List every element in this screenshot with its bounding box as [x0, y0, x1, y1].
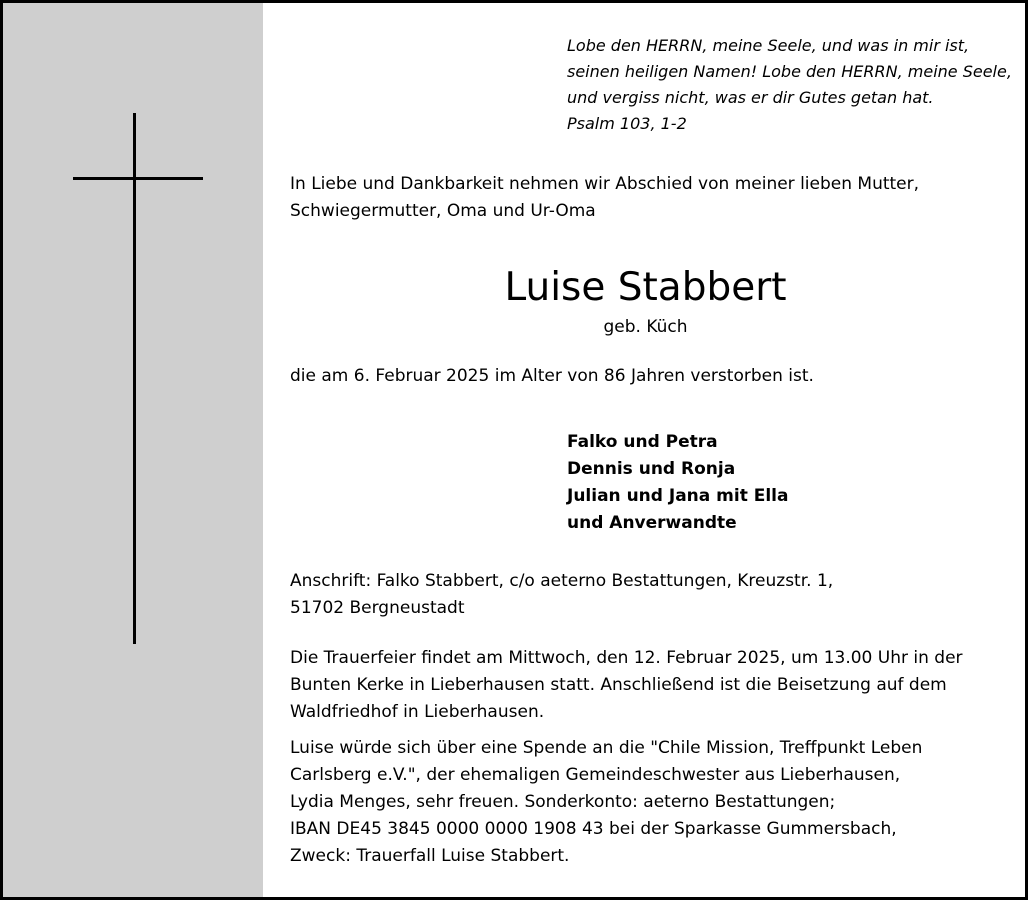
deceased-name: Luise Stabbert [504, 265, 787, 310]
donation-info [290, 735, 922, 870]
cross-icon-bar [73, 177, 203, 180]
intro-text [290, 171, 919, 225]
sidebar-panel [3, 3, 263, 900]
address-block [290, 568, 833, 622]
family-signatures [567, 429, 788, 537]
intro-line: In Liebe und Dankbarkeit nehmen wir Abschied von meiner lieben Mutter, [290, 174, 920, 194]
birth-name: geb. Küch [603, 317, 688, 337]
service-line: Waldfriedhof in Lieberhausen. [290, 702, 545, 722]
service-line: Bunten Kerke in Lieberhausen statt. Anschließend ist die Beisetzung auf dem [290, 675, 947, 695]
verse-line: Lobe den HERRN, meine Seele, und was in mir ist, [567, 36, 970, 55]
donation-line: Luise würde sich über eine Spende an die "Chile Mission, Treffpunkt Leben [290, 738, 923, 758]
service-line: Die Trauerfeier findet am Mittwoch, den 12. Februar 2025, um 13.00 Uhr in der [290, 648, 963, 668]
address-line: Anschrift: Falko Stabbert, c/o aeterno Bestattungen, Kreuzstr. 1, [290, 571, 834, 591]
cross-icon [133, 113, 136, 644]
family-line: und Anverwandte [567, 513, 737, 533]
funeral-service-info [290, 645, 963, 726]
death-notice: die am 6. Februar 2025 im Alter von 86 Jahren verstorben ist. [290, 366, 814, 386]
family-line: Falko und Petra [567, 432, 718, 452]
intro-line: Schwiegermutter, Oma und Ur-Oma [290, 201, 596, 221]
donation-line: Lydia Menges, sehr freuen. Sonderkonto: aeterno Bestattungen; [290, 792, 836, 812]
donation-line: Carlsberg e.V.", der ehemaligen Gemeindeschwester aus Lieberhausen, [290, 765, 901, 785]
family-line: Dennis und Ronja [567, 459, 736, 479]
verse-line: seinen heiligen Namen! Lobe den HERRN, meine Seele, [567, 62, 1012, 81]
address-line: 51702 Bergneustadt [290, 598, 465, 618]
verse-reference: Psalm 103, 1-2 [567, 114, 687, 133]
family-line: Julian und Jana mit Ella [567, 486, 789, 506]
verse-line: und vergiss nicht, was er dir Gutes getan hat. [567, 88, 934, 107]
donation-line: Zweck: Trauerfall Luise Stabbert. [290, 846, 570, 866]
bible-verse [567, 33, 1012, 137]
donation-line: IBAN DE45 3845 0000 0000 1908 43 bei der Sparkasse Gummersbach, [290, 819, 897, 839]
